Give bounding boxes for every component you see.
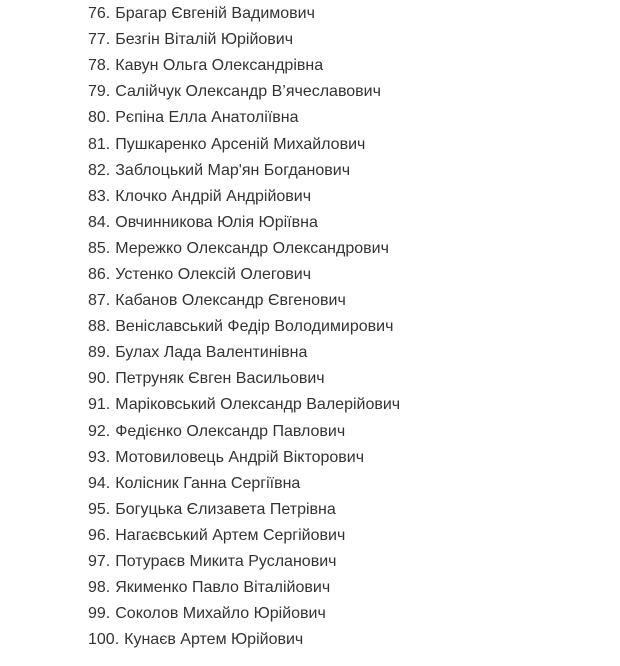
- item-name: Рєпіна Елла Анатоліївна: [115, 109, 299, 127]
- item-name: Кавун Ольга Олександрівна: [115, 57, 324, 75]
- item-number: 98.: [88, 579, 111, 597]
- item-number: 83.: [88, 187, 111, 205]
- item-name: Безгін Віталій Юрійович: [115, 31, 294, 49]
- item-number: 84.: [88, 213, 111, 231]
- list-item: [88, 627, 620, 653]
- item-name: Пушкаренко Арсеній Михайлович: [115, 135, 366, 153]
- list-item: [88, 105, 620, 131]
- list-item: [88, 497, 620, 523]
- list-item: [88, 366, 620, 392]
- list-item: [88, 27, 620, 53]
- item-name: Мережко Олександр Олександрович: [115, 239, 389, 257]
- list-item: [88, 131, 620, 157]
- item-number: 80.: [88, 109, 111, 127]
- item-number: 88.: [88, 318, 111, 336]
- item-name: Салійчук Олександр В’ячеславович: [115, 83, 381, 101]
- item-name: Нагаєвський Артем Сергійович: [115, 526, 346, 544]
- item-name: Соколов Михайло Юрійович: [115, 605, 326, 623]
- item-name: Веніславський Федір Володимирович: [115, 318, 394, 336]
- item-name: Петруняк Євген Васильович: [115, 370, 325, 388]
- list-item: [88, 340, 620, 366]
- list-item: [88, 314, 620, 340]
- item-number: 94.: [88, 474, 111, 492]
- list-item: [88, 549, 620, 575]
- item-number: 92.: [88, 422, 111, 440]
- item-number: 90.: [88, 370, 111, 388]
- list-item: [88, 184, 620, 210]
- item-number: 76.: [88, 5, 111, 23]
- item-name: Булах Лада Валентинівна: [115, 344, 308, 362]
- item-name: Заблоцький Мар'ян Богданович: [115, 161, 351, 179]
- item-number: 86.: [88, 265, 111, 283]
- list-item: [88, 79, 620, 105]
- list-item: [88, 158, 620, 184]
- item-number: 77.: [88, 31, 111, 49]
- list-item: [88, 288, 620, 314]
- item-number: 85.: [88, 239, 111, 257]
- item-name: Маріковський Олександр Валерійович: [115, 396, 401, 414]
- list-item: [88, 210, 620, 236]
- item-name: Кабанов Олександр Євгенович: [115, 292, 346, 310]
- item-name: Мотовиловець Андрій Вікторович: [115, 448, 365, 466]
- item-number: 81.: [88, 135, 111, 153]
- item-number: 89.: [88, 344, 111, 362]
- list-item: [88, 575, 620, 601]
- item-number: 100.: [88, 631, 120, 649]
- list-item: [88, 1, 620, 27]
- list-item: [88, 471, 620, 497]
- list-item: [88, 236, 620, 262]
- item-name: Потураєв Микита Русланович: [115, 553, 337, 571]
- item-name: Устенко Олексій Олегович: [115, 265, 312, 283]
- item-name: Овчинникова Юлія Юріївна: [115, 213, 318, 231]
- item-name: Богуцька Єлизавета Петрівна: [115, 500, 336, 518]
- item-name: Брагар Євгеній Вадимович: [115, 5, 315, 23]
- list-item: [88, 262, 620, 288]
- item-number: 95.: [88, 500, 111, 518]
- list-item: [88, 601, 620, 627]
- item-name: Кунаєв Артем Юрійович: [124, 631, 304, 649]
- list-item: [88, 53, 620, 79]
- item-number: 93.: [88, 448, 111, 466]
- list-item: [88, 392, 620, 418]
- list-item: [88, 419, 620, 445]
- list-item: [88, 445, 620, 471]
- item-number: 96.: [88, 526, 111, 544]
- list-item: [88, 523, 620, 549]
- item-number: 79.: [88, 83, 111, 101]
- item-name: Колісник Ганна Сергіївна: [115, 474, 301, 492]
- item-name: Якименко Павло Віталійович: [115, 579, 331, 597]
- item-number: 99.: [88, 605, 111, 623]
- deputies-list: [88, 1, 620, 653]
- item-number: 87.: [88, 292, 111, 310]
- item-number: 97.: [88, 553, 111, 571]
- item-number: 91.: [88, 396, 111, 414]
- item-number: 78.: [88, 57, 111, 75]
- item-name: Клочко Андрій Андрійович: [115, 187, 312, 205]
- item-name: Федієнко Олександр Павлович: [115, 422, 346, 440]
- item-number: 82.: [88, 161, 111, 179]
